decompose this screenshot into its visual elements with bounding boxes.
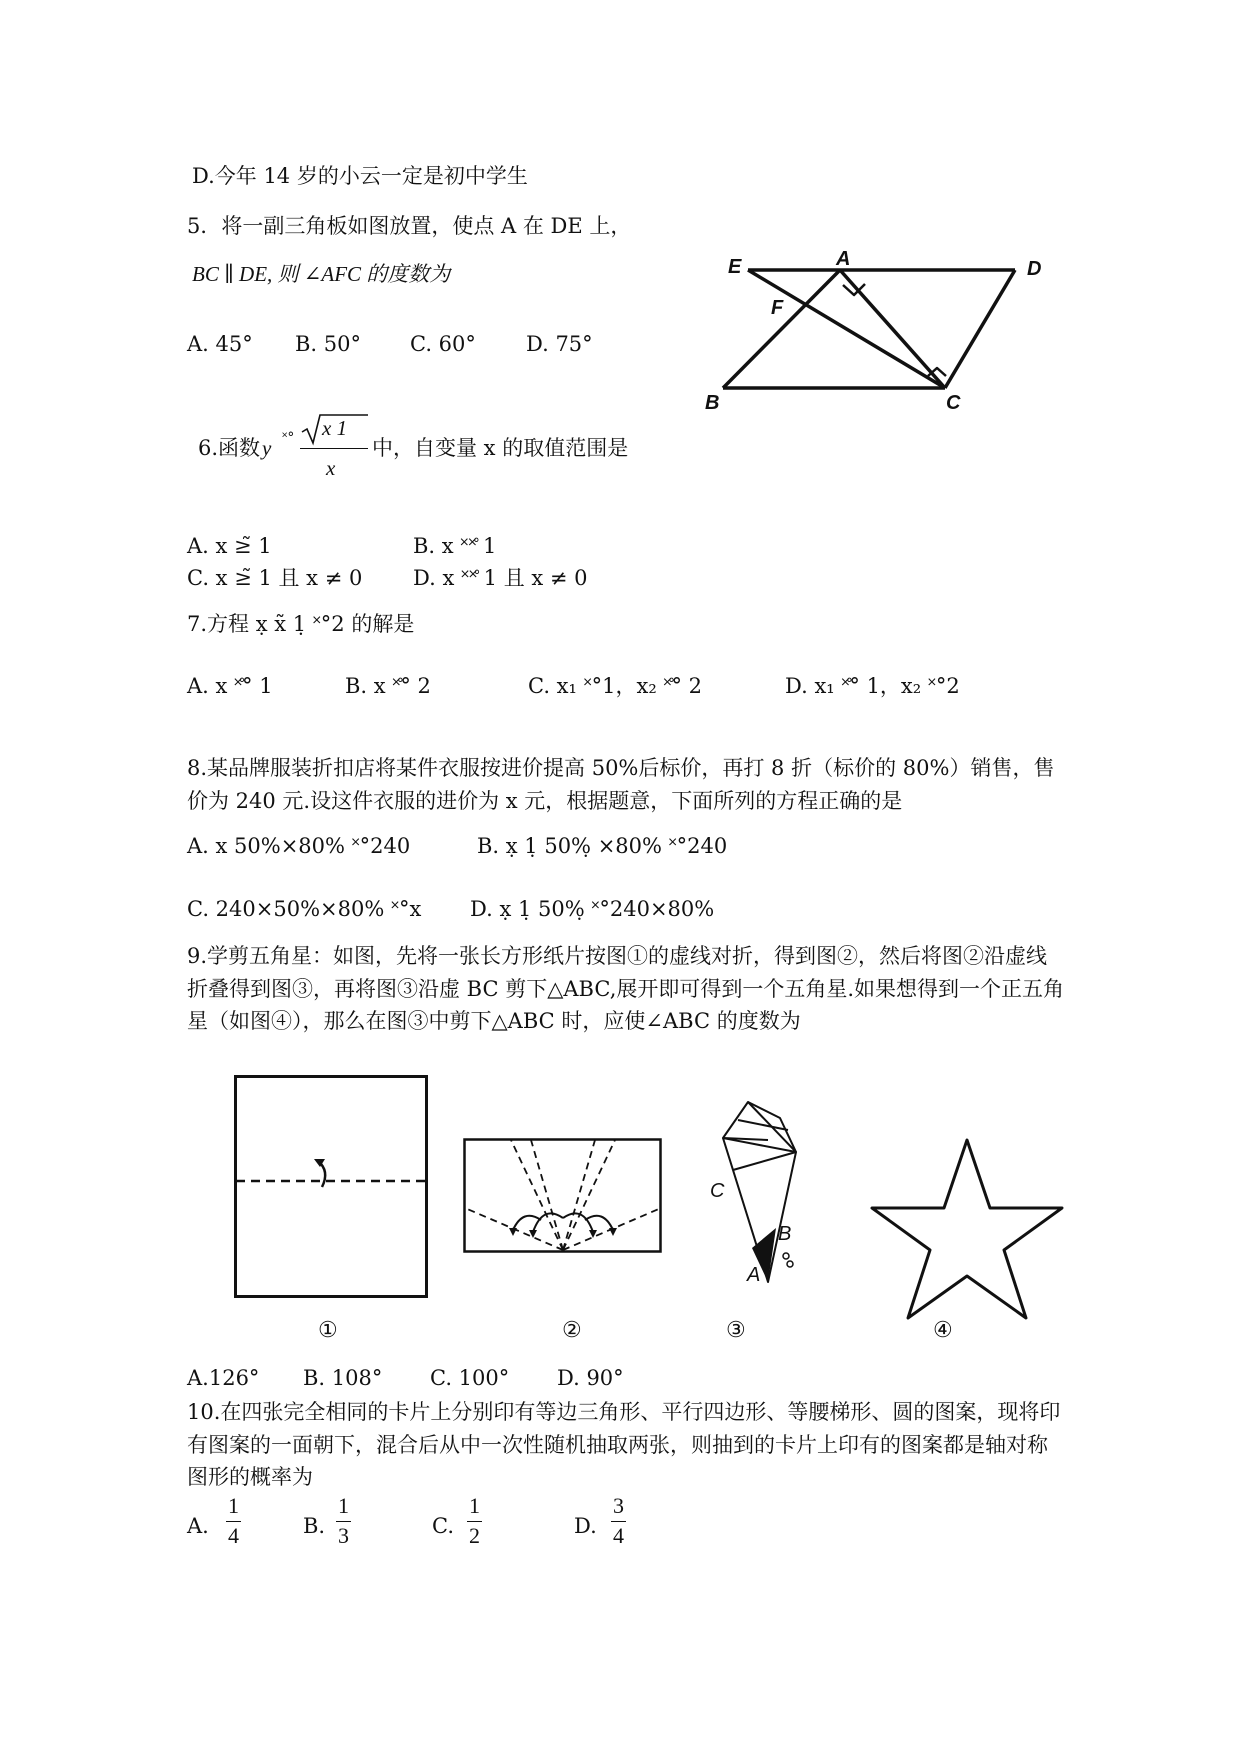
q10-option-c-label: C. (432, 1514, 454, 1538)
q5-stem-line2: BC ∥ DE, 则 ∠AFC 的度数为 (192, 262, 451, 286)
q5-option-c: C. 60° (410, 332, 476, 356)
q4-option-d: D.今年 14 岁的小云一定是初中学生 (192, 164, 528, 188)
q10-option-b-den: 3 (338, 1522, 349, 1548)
q10-option-b-num: 1 (336, 1492, 351, 1522)
q6-suffix: 中，自变量 x 的取值范围是 (372, 436, 629, 460)
q8-option-b: B. x̣ 1̣ 50%̣ ×80% ˟°240 (477, 834, 728, 858)
q5-triangle-figure (690, 240, 1050, 450)
q10-option-d-fraction (611, 1492, 626, 1550)
q9-figure-4-star (868, 1138, 1066, 1320)
q9-caption-4: ④ (933, 1318, 953, 1343)
q6-sym: ˟° (282, 430, 295, 446)
q7-option-d: D. x₁ ˟̊° 1，x₂ ˟°2 (785, 674, 960, 698)
q6-prefix: 6.函数 (198, 436, 261, 460)
q5-option-b: B. 50° (295, 332, 362, 356)
q6-fraction-bar (300, 448, 368, 449)
q6-numerator: x 1 (322, 416, 348, 440)
q5-option-a: A. 45° (187, 332, 253, 356)
label-f: F (771, 297, 784, 319)
q6-denominator: x (326, 456, 336, 480)
label-c: C (946, 392, 961, 414)
q7-option-a: A. x ˟̊° 1 (187, 674, 273, 698)
q7-option-c: C. x₁ ˟°1，x₂ ˟̊° 2 (528, 674, 702, 698)
q9-figure-2-folded (463, 1138, 663, 1256)
line-dc (945, 270, 1015, 388)
q6-option-a: A. x ≥̃ 1 (187, 534, 272, 558)
q9-option-b: B. 108° (303, 1366, 383, 1390)
q10-option-a-num: 1 (226, 1492, 241, 1522)
line-ac (840, 270, 945, 388)
q8-option-d: D. x̣ 1̣ 50%̣ ˟°240×80% (470, 897, 715, 921)
q9-label-c: C (710, 1180, 725, 1202)
q9-label-a: A (747, 1264, 761, 1286)
q10-option-d-den: 4 (613, 1522, 624, 1548)
q6-option-b: B. x ˟˟̊ 1 (413, 534, 497, 558)
q9-option-d: D. 90° (557, 1366, 624, 1390)
label-b: B (705, 392, 720, 414)
label-e: E (728, 256, 742, 278)
q9-option-a: A.126° (187, 1366, 260, 1390)
q10-option-c-den: 2 (469, 1522, 480, 1548)
q6-y: y (262, 436, 272, 460)
q8-option-c: C. 240×50%×80% ˟°x (187, 897, 422, 921)
q5-option-d: D. 75° (526, 332, 593, 356)
q10-option-a-label: A. (187, 1514, 209, 1538)
q10-option-a-den: 4 (228, 1522, 239, 1548)
q5-stem-line1: 5．将一副三角板如图放置，使点 A 在 DE 上， (187, 214, 632, 238)
q9-stem: 9.学剪五角星：如图，先将一张长方形纸片按图①的虚线对折，得到图②，然后将图②沿虚线折叠得到图③，再将图③沿虚 BC 剪下△ABC,展开即可得到一个五角星.如果想得到一个正五角星（如图④），那么在图③中剪下△ABC 时，应使∠ABC 的度数为 (187, 944, 1065, 1034)
q10-stem: 10.在四张完全相同的卡片上分别印有等边三角形、平行四边形、等腰梯形、圆的图案，现将印有图案的一面朝下，混合后从中一次性随机抽取两张，则抽到的卡片上印有的图案都是轴对称图形的概率为 (187, 1400, 1061, 1490)
q9-caption-1: ① (318, 1318, 338, 1343)
q7-stem: 7.方程 x̣ x̃ 1̣ ˟°2 的解是 (187, 612, 415, 636)
q10-option-c-num: 1 (467, 1492, 482, 1522)
q9-option-c: C. 100° (430, 1366, 510, 1390)
q9-figure-1-square (234, 1075, 429, 1300)
label-a: A (836, 248, 851, 270)
label-d: D (1027, 258, 1042, 280)
q7-option-b: B. x ˟̊° 2 (345, 674, 431, 698)
q10-option-d-num: 3 (611, 1492, 626, 1522)
q8-option-a: A. x 50%×80% ˟°240 (187, 834, 411, 858)
q9-caption-3: ③ (726, 1318, 746, 1343)
q10-option-b-label: B. (303, 1514, 326, 1538)
q9-caption-2: ② (562, 1318, 582, 1343)
q6-option-c: C. x ≥̃ 1 且 x ≠ 0 (187, 566, 363, 590)
right-angle-c (928, 368, 946, 376)
q10-option-b-fraction (336, 1492, 351, 1550)
line-ba (723, 270, 840, 388)
q6-option-d: D. x ˟˟̊ 1 且 x ≠ 0 (413, 566, 588, 590)
q10-option-d-label: D. (574, 1514, 597, 1538)
q10-option-c-fraction (467, 1492, 482, 1550)
q10-option-a-fraction (226, 1492, 241, 1550)
q9-figure-3-cone (708, 1100, 818, 1290)
q8-stem: 8.某品牌服装折扣店将某件衣服按进价提高 50%后标价，再打 8 折（标价的 80%）销售，售价为 240 元.设这件衣服的进价为 x 元，根据题意，下面所列的方程正确的是 (187, 756, 1055, 813)
q9-label-b: B (778, 1223, 792, 1245)
